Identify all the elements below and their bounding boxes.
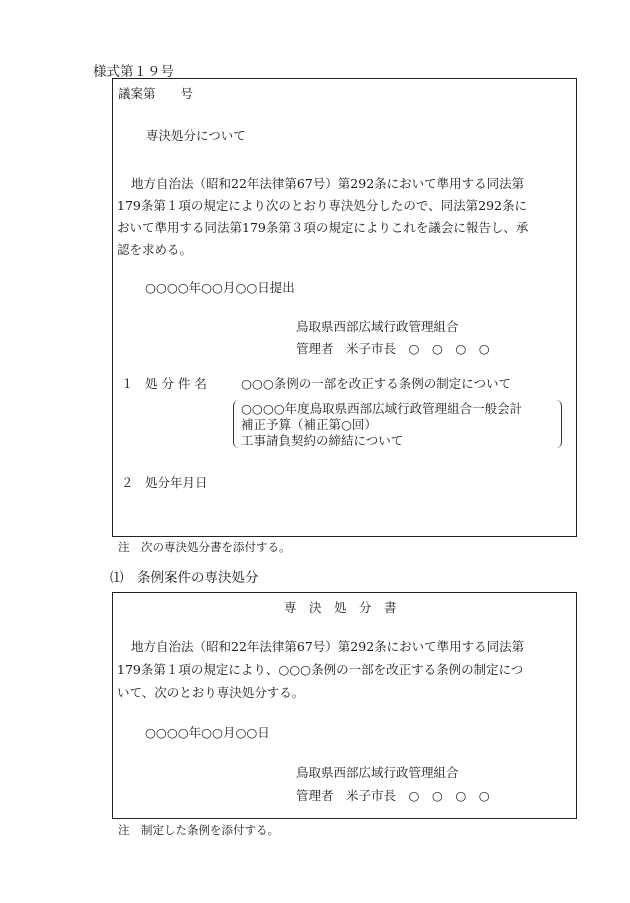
- disposition-date: ○○○○年○○月○○日: [145, 725, 270, 740]
- disposition-organization-name: 鳥取県西部広域行政管理組合: [296, 765, 459, 780]
- section-heading: ⑴ 条例案件の専決処分: [110, 570, 259, 586]
- alt-subject-2: 補正予算（補正第○回）: [241, 417, 377, 432]
- right-brace: [553, 400, 562, 448]
- disposition-manager-signature: 管理者 米子市長 ○ ○ ○ ○: [296, 788, 490, 803]
- organization-name: 鳥取県西部広域行政管理組合: [296, 319, 459, 334]
- form-number: 様式第１９号: [93, 64, 174, 80]
- item-1-label: 処 分 件 名: [145, 376, 207, 391]
- report-body-line-2: 179条第１項の規定により次のとおり専決処分したので、同法第292条に: [117, 198, 527, 213]
- alt-subject-1: ○○○○年度鳥取県西部広域行政管理組合一般会計: [241, 401, 523, 416]
- report-form-box: [112, 78, 577, 537]
- alt-subject-3: 工事請負契約の締結について: [241, 433, 404, 448]
- disposition-body-line-1: 地方自治法（昭和22年法律第67号）第292条において準用する同法第: [131, 639, 525, 654]
- attachment-note: 注 次の専決処分書を添付する。: [118, 540, 291, 554]
- item-2-label: 処分年月日: [145, 475, 208, 490]
- disposition-title: 専 決 処 分 書: [284, 600, 397, 615]
- disposition-body-line-2: 179条第１項の規定により、○○○条例の一部を改正する条例の制定につ: [117, 662, 524, 677]
- item-2-number: ２: [121, 475, 134, 490]
- submission-date: ○○○○年○○月○○日提出: [145, 280, 295, 295]
- report-body-line-4: 認を求める。: [117, 242, 193, 257]
- report-body-line-1: 地方自治法（昭和22年法律第67号）第292条において準用する同法第: [131, 176, 525, 191]
- disposition-document-box: [112, 592, 577, 819]
- item-1-value: ○○○条例の一部を改正する条例の制定について: [241, 376, 511, 391]
- disposition-body-line-3: いて、次のとおり専決処分する。: [117, 685, 305, 700]
- manager-signature: 管理者 米子市長 ○ ○ ○ ○: [296, 341, 490, 356]
- report-title: 専決処分について: [146, 128, 246, 143]
- ordinance-attachment-note: 注 制定した条例を添付する。: [118, 823, 279, 837]
- bill-number: 議案第 号: [118, 86, 194, 101]
- report-body-line-3: おいて準用する同法第179条第３項の規定によりこれを議会に報告し、承: [117, 220, 529, 235]
- item-1-number: １: [121, 376, 134, 391]
